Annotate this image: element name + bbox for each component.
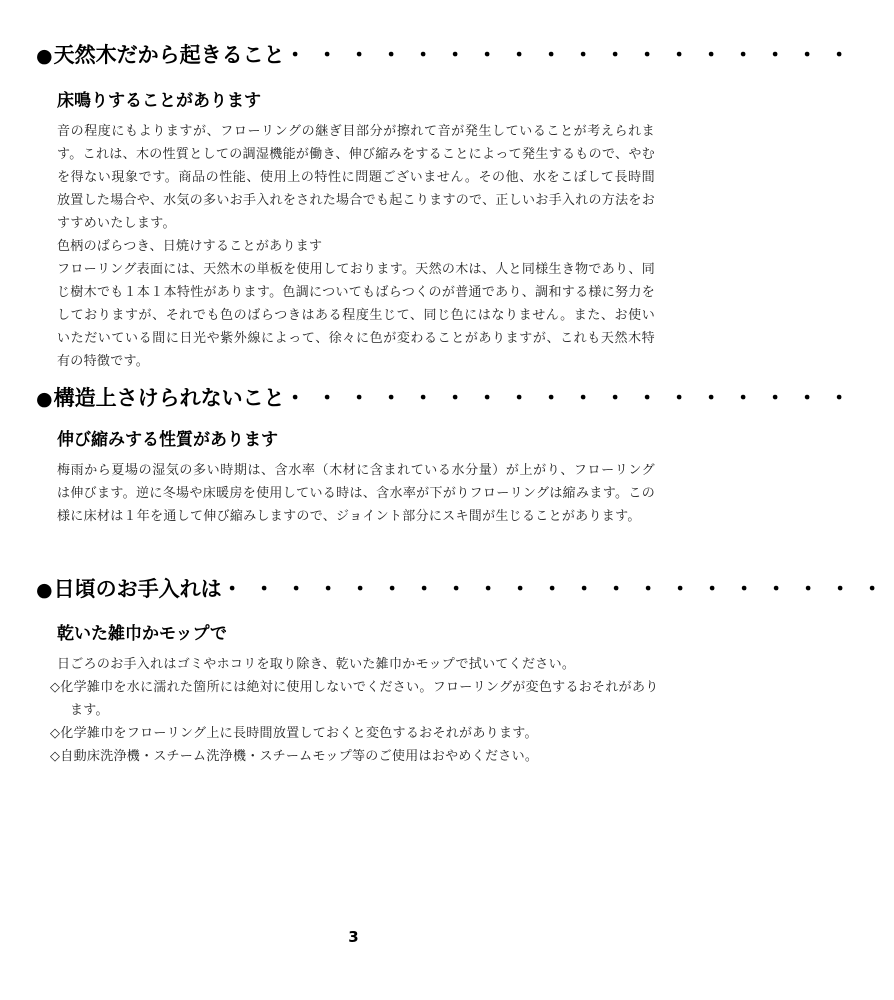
paragraph-color-variation: フローリング表面には、天然木の単板を使用しております。天然の木は、人と同様生き物であり、同じ樹木でも１本１本特性があります。色調についてもばらつくのが普通であり、調和する様に努力をしておりますが、それでも色のばらつきはある程度生じて、同じ色にはなりません。また、お使いいただいている間に日光や紫外線によって、徐々に色が変わることがありますが、これも天然木特有の特徴です。 xyxy=(57,262,655,369)
paragraph-floor-noise: 音の程度にもよりますが、フローリングの継ぎ目部分が擦れて音が発生していることが考えられます。これは、木の性質としての調湿機能が働き、伸び縮みをすることによって発生するもので、やむを得ない現象です。商品の性能、使用上の特性に問題ございません。その他、水をこぼして長時間放置した場合や、水気の多いお手入れをされた場合でも起こりますので、正しいお手入れの方法をおすすめいたします。 xyxy=(57,124,655,231)
subheading-expansion: 伸び縮みする性質があります xyxy=(57,430,278,450)
list-item: ◇化学雑巾を水に濡れた箇所には絶対に使用しないでください。フローリングが変色するおそれがあります。 xyxy=(50,680,659,718)
subheading-floor-noise: 床鳴りすることがあります xyxy=(57,91,261,111)
page-number: 3 xyxy=(348,928,359,946)
section-title-text: 天然木だから起きること xyxy=(53,43,285,67)
section-title-natural-wood xyxy=(36,40,861,70)
list-item: ◇化学雑巾をフローリング上に長時間放置しておくと変色するおそれがあります。 xyxy=(50,726,538,741)
bullet-icon: ● xyxy=(36,388,53,410)
section-body-structural xyxy=(57,459,655,528)
paragraph-color-variation-heading: 色柄のばらつき、日焼けすることがあります xyxy=(57,239,323,254)
section-title-daily-care xyxy=(36,574,894,604)
list-item: ◇自動床洗浄機・スチーム洗浄機・スチームモップ等のご使用はおやめください。 xyxy=(50,749,539,764)
care-notes-list xyxy=(50,676,660,768)
paragraph-expansion: 梅雨から夏場の湿気の多い時期は、含水率（木材に含まれている水分量）が上がり、フローリングは伸びます。逆に冬場や床暖房を使用している時は、含水率が下がりフローリングは縮みます。この様に床材は１年を通して伸び縮みしますので、ジョイント部分にスキ間が生じることがあります。 xyxy=(57,463,655,524)
section-body-natural-wood xyxy=(57,120,655,373)
section-title-structural xyxy=(36,383,861,413)
dot-leader: ・・・・・・・・・・・・・・・・・・ xyxy=(284,43,861,67)
dot-leader: ・・・・・・・・・・・・・・・・・・・・・ xyxy=(221,577,894,601)
section-title-text: 構造上さけられないこと xyxy=(53,386,285,410)
dot-leader: ・・・・・・・・・・・・・・・・・・ xyxy=(284,386,861,410)
bullet-icon: ● xyxy=(36,579,53,601)
paragraph-daily-care-intro: 日ごろのお手入れはゴミやホコリを取り除き、乾いた雑巾かモップで拭いてください。 xyxy=(57,657,576,672)
subheading-dry-cloth: 乾いた雑巾かモップで xyxy=(57,624,227,644)
bullet-icon: ● xyxy=(36,45,53,67)
section-title-text: 日頃のお手入れは xyxy=(53,577,222,601)
